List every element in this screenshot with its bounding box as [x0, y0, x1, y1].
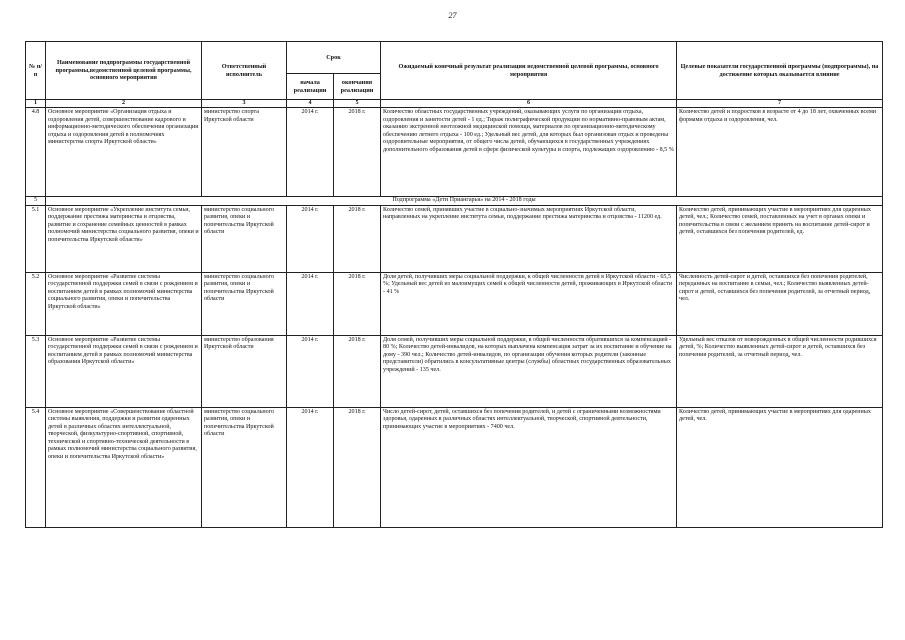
row-executor: министерство социального развития, опеки и попечительства Иркутской области — [202, 205, 287, 272]
column-number: 5 — [334, 100, 381, 108]
row-result: Количество семей, принявших участие в социально-значимых мероприятиях Иркутской области, направленных на укрепление института семьи, поддержание престижа материнства и отцовства - 11200 ед. — [381, 205, 677, 272]
row-start: 2014 г. — [287, 205, 334, 272]
header-start: начала реализации — [287, 74, 334, 100]
row-end: 2018 г. — [334, 272, 381, 335]
row-executor: министерство спорта Иркутской области — [202, 108, 287, 197]
column-number: 3 — [202, 100, 287, 108]
row-result: Доля семей, получивших меры социальной поддержки, в общей численности обратившихся за компенсацией - 80 %; Количество детей-инвалидов, на которых выплачена компенсация затрат за их воспитание и обучение на дому - 390 чел.; Количество детей-инвалидов, по организации обучения которых родители (законные представители) обратились в консультативные центры (службы) областных государственных образовательных учреждений - 135 чел. — [381, 335, 677, 407]
row-end: 2018 г. — [334, 335, 381, 407]
row-number: 5.1 — [26, 205, 46, 272]
row-name: Основное мероприятие «Развитие системы государственной поддержки семей в связи с рождением и воспитанием детей в рамках полномочий министерства социального развития, опеки и попечительства Иркутской области» — [46, 272, 202, 335]
page-number: 27 — [448, 11, 457, 20]
row-name: Основное мероприятие «Укрепление института семьи, поддержание престижа материнства и отцовства, развитие и сохранение семейных ценностей в рамках полномочий министерства социального развития, опеки и попечительства Иркутской области» — [46, 205, 202, 272]
subprogram-number: 5 — [26, 197, 46, 206]
row-number: 5.3 — [26, 335, 46, 407]
row-indicators: Количество детей, принимающих участие в мероприятиях для одаренных детей, чел. — [677, 407, 883, 527]
column-numbers-row — [26, 100, 883, 108]
row-executor: министерство образования Иркутской области — [202, 335, 287, 407]
table-row — [26, 407, 883, 527]
subprogram-row — [26, 197, 883, 206]
row-result: Число детей-сирот, детей, оставшихся без попечения родителей, и детей с ограниченными возможностями здоровья, одаренных в различных областях интеллектуальной, творческой, спортивной деятельности, принимающих участие в мероприятиях - 7400 чел. — [381, 407, 677, 527]
row-number: 5.4 — [26, 407, 46, 527]
header-end: окончания реализации — [334, 74, 381, 100]
header-term: Срок — [287, 42, 381, 74]
table-row — [26, 272, 883, 335]
table-row — [26, 108, 883, 197]
row-number: 4.8 — [26, 108, 46, 197]
row-end: 2018 г. — [334, 108, 381, 197]
program-table — [25, 41, 883, 528]
row-result: Доля детей, получивших меры социальной поддержки, к общей численности детей в Иркутской области - 65,5 %; Удельный вес детей из малоимущих семей к общей численности детей, проживающих в Иркутской области - 41 % — [381, 272, 677, 335]
row-start: 2014 г. — [287, 335, 334, 407]
column-number: 6 — [381, 100, 677, 108]
row-name: Основное мероприятие «Совершенствование областной системы выявления, поддержки и развития одаренных детей в различных областях интеллектуальной, творческой, физкультурно-спортивной, спортивной, технической и спортивно-технической деятельности в рамках полномочий министерства социального развития, опеки и попечительства Иркутской области» — [46, 407, 202, 527]
header-name: Наименование подпрограммы государственной программы,ведомственной целевой программы, основного мероприятия — [46, 42, 202, 100]
row-executor: министерство социального развития, опеки и попечительства Иркутской области — [202, 407, 287, 527]
column-number: 7 — [677, 100, 883, 108]
row-end: 2018 г. — [334, 205, 381, 272]
table-row — [26, 205, 883, 272]
header-executor: Ответственный исполнитель — [202, 42, 287, 100]
row-start: 2014 г. — [287, 407, 334, 527]
row-name: Основное мероприятие «Организация отдыха и оздоровления детей, совершенствование кадрового и информационно-методического обеспечения организации отдыха и оздоровления детей в полномочиях министерства спорта Иркутской области» — [46, 108, 202, 197]
row-indicators: Количество детей и подростков в возрасте от 4 до 18 лет, охваченных всеми формами отдыха и оздоровления, чел. — [677, 108, 883, 197]
row-start: 2014 г. — [287, 272, 334, 335]
row-indicators: Количество детей, принимающих участие в мероприятиях для одаренных детей, чел.; Количество семей, поставленных на учет в органах опеки и попечительства в связи с желанием принять на воспитание детей-сирот и детей, оставшихся без попечения родителей, ед. — [677, 205, 883, 272]
header-no: № п/п — [26, 42, 46, 100]
column-number: 4 — [287, 100, 334, 108]
row-indicators: Удельный вес отказов от новорожденных в общей численности родившихся детей, %; Количество выявленных детей-сирот и детей, оставшихся без попечения родителей, за отчетный период, чел. — [677, 335, 883, 407]
row-number: 5.2 — [26, 272, 46, 335]
header-result: Ожидаемый конечный результат реализации ведомственной целевой программы, основного мероприятия — [381, 42, 677, 100]
row-result: Количество областных государственных учреждений, оказывающих услуги по организации отдыха, оздоровления и занятости детей - 1 ед.; Тираж полиграфической продукции по нормативно-правовым актам, оказанию экстренной неотложной медицинской помощи, материалов по организационно-методическому обеспечению летнего отдыха - 100 ед.; Удельный вес детей, для которых был организован отдых и проведены оздоровительные мероприятия, от общего числа детей, обучающихся в государственных учреждениях дополнительного образования детей в сфере физической культуры и спорта, подлежащих оздоровлению - 8,5 % — [381, 108, 677, 197]
table-row — [26, 335, 883, 407]
header-indicators: Целевые показатели государственной программы (подпрограммы), на достижение которых оказывается влияние — [677, 42, 883, 100]
column-number: 1 — [26, 100, 46, 108]
row-name: Основное мероприятие «Развитие системы государственной поддержки семей в связи с рождением и воспитанием детей в рамках полномочий министерства образования Иркутской области» — [46, 335, 202, 407]
column-number: 2 — [46, 100, 202, 108]
row-start: 2014 г. — [287, 108, 334, 197]
row-executor: министерство социального развития, опеки и попечительства Иркутской области — [202, 272, 287, 335]
row-indicators: Численность детей-сирот и детей, оставшихся без попечения родителей, переданных на воспитание в семьи, чел.; Количество выявленных детей-сирот и детей, оставшихся без попечения родителей, за отчетный период, чел. — [677, 272, 883, 335]
subprogram-title: Подпрограмма «Дети Приангарья» на 2014 - 2018 годы — [46, 197, 883, 206]
row-end: 2018 г. — [334, 407, 381, 527]
